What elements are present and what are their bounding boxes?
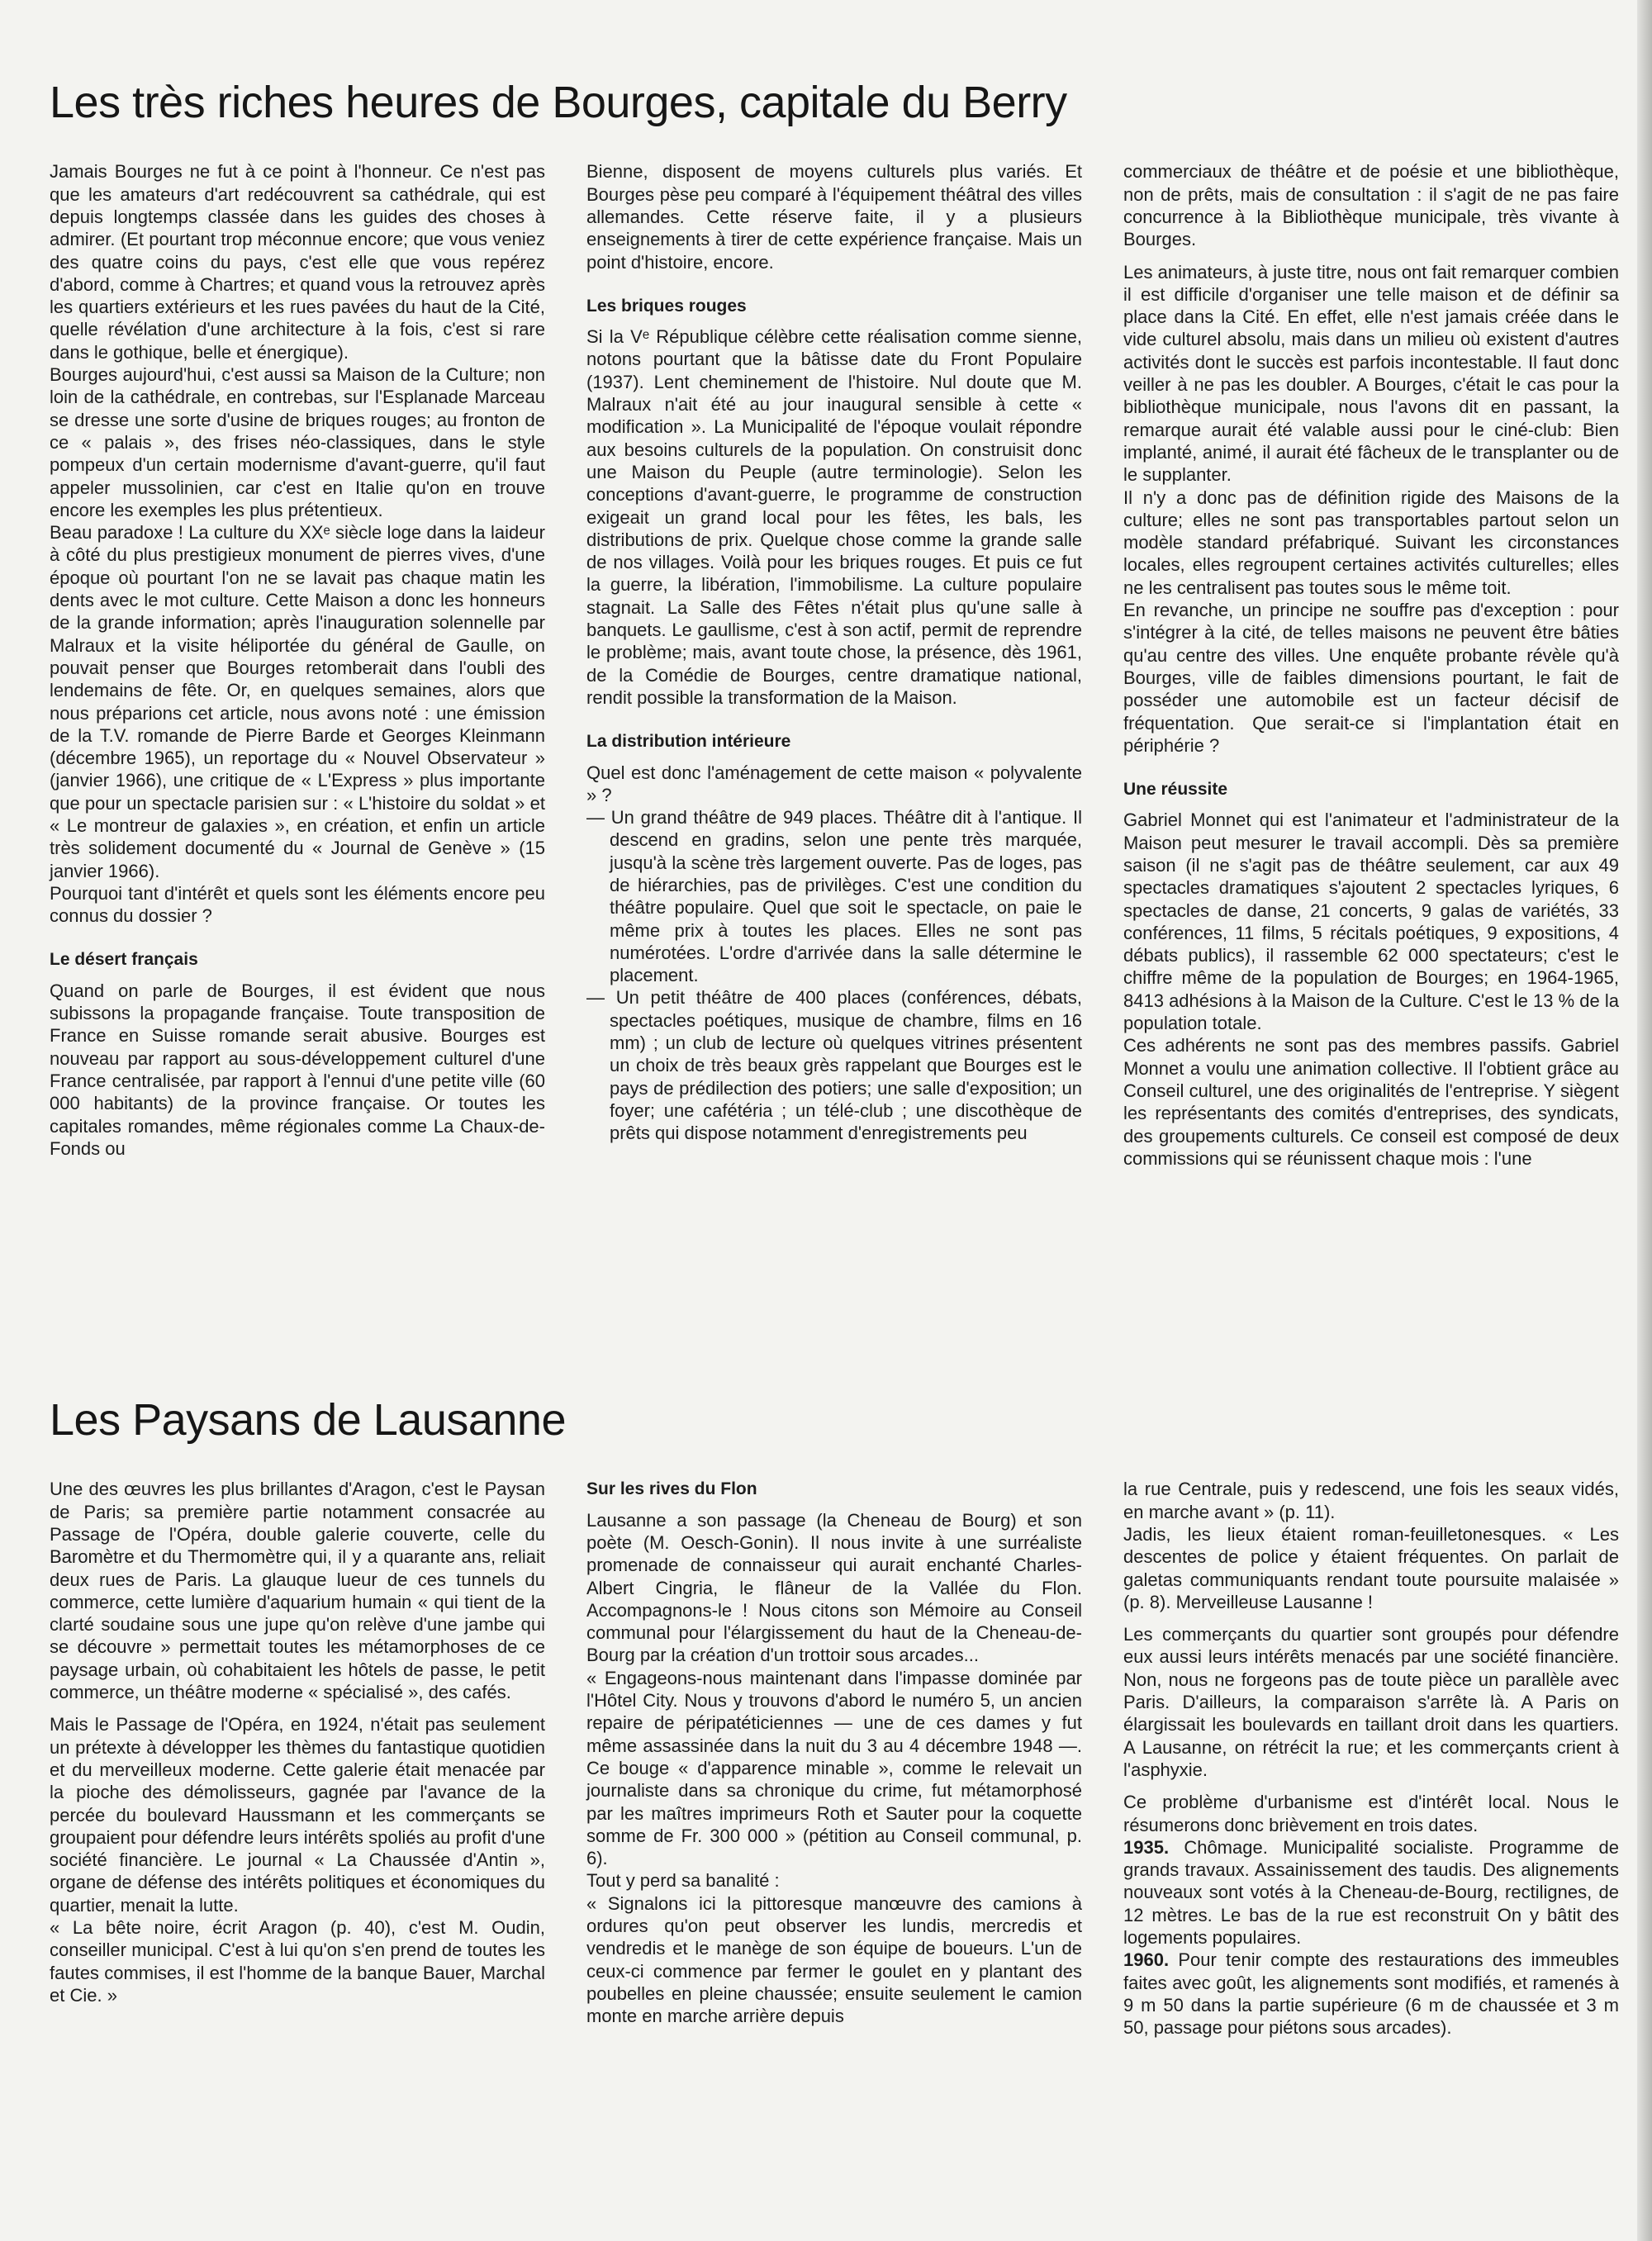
column-1	[50, 1478, 545, 2049]
section-heading: Une réussite	[1123, 780, 1228, 800]
article-title: Les très riches heures de Bourges, capitale du Berry	[50, 78, 1067, 127]
paragraph: Ces adhérents ne sont pas des membres passifs. Gabriel Monnet a voulu une animation collective. Il l'obtient grâce au Conseil culturel, une des originalités de l'entreprise. Y siègent les représentants des comités d'entreprises, des syndicats, des groupements culturels. Ce conseil est composé de deux commissions qui se réunissent chaque mois : l'une	[1123, 1035, 1619, 1169]
list-item: — Un grand théâtre de 949 places. Théâtre dit à l'antique. Il descend en gradins, selon une pente très marquée, jusqu'à la scène très largement ouverte. Pas de loges, pas de hiérarchies, pas de privilèges. C'est une condition du théâtre populaire. Quel que soit le spectacle, on paie le même prix à toutes les places. Elles ne sont pas numérotées. L'ordre d'arrivée dans la salle détermine le placement.	[586, 807, 1082, 986]
paragraph: Tout y perd sa banalité :	[586, 1870, 780, 1892]
paragraph: Bourges aujourd'hui, c'est aussi sa Maison de la Culture; non loin de la cathédrale, en contrebas, sur l'Esplanade Marceau se dresse une sorte d'usine de briques rouges; au fronton de ce « palais », des frises néo-classiques, dans le style pompeux d'un certain modernisme d'avant-guerre, qu'il faut appeler mussolinien, car c'est en Italie qu'on en trouve encore les exemples les plus prétentieux.	[50, 364, 545, 520]
section-heading: Les briques rouges	[586, 296, 747, 316]
paragraph: commerciaux de théâtre et de poésie et une bibliothèque, non de prêts, mais de consultation : il s'agit de ne pas faire concurrence à la Bibliothèque municipale, très vivante à Bourges.	[1123, 161, 1619, 250]
paragraph-text: Pour tenir compte des restaurations des immeubles faites avec goût, les alignements sont modifiés, et ramenés à 9 m 50 dans la partie supérieure (6 m de chaussée et 3 m 50, passage pour piétons sous arcades).	[1123, 1949, 1619, 2039]
paragraph: Si la Vᵉ République célèbre cette réalisation comme sienne, notons pourtant que la bâtisse date du Front Populaire (1937). Lent cheminement de l'histoire. Nul doute que M. Malraux n'ait été au jour inaugural sensible à cette « modification ». La Municipalité de l'époque voulait répondre aux besoins culturels de la population. On construisit donc une Maison du Peuple (autre terminologie). Selon les conceptions d'avant-guerre, le programme de construction exigeait un grand local pour les fêtes, les bals, les distributions de prix. Quelque chose comme la grande salle de nos villages. Voilà pour les briques rouges. Et puis ce fut la guerre, la libération, l'immobilisme. La culture populaire stagnait. La Salle des Fêtes n'était plus qu'une salle à banquets. Le gaullisme, c'est à son actif, permit de reprendre le problème; mais, avant toute chose, la présence, dès 1961, de la Comédie de Bourges, centre dramatique national, rendit possible la transformation de la Maison.	[586, 326, 1082, 708]
article-bourges	[50, 78, 1619, 1180]
column-2	[586, 160, 1082, 1180]
paragraph: Pourquoi tant d'intérêt et quels sont les éléments encore peu connus du dossier ?	[50, 882, 545, 927]
paragraph: Bienne, disposent de moyens culturels plus variés. Et Bourges pèse peu comparé à l'équipement théâtral des villes allemandes. Cette réserve faite, il y a plusieurs enseignements à tirer de cette expérience française. Mais un point d'histoire, encore.	[586, 161, 1082, 273]
paragraph: la rue Centrale, puis y redescend, une fois les seaux vidés, en marche avant » (p. 11).	[1123, 1479, 1619, 1522]
section-heading: Le désert français	[50, 950, 198, 970]
column-3	[1123, 160, 1619, 1180]
paragraph: En revanche, un principe ne souffre pas d'exception : pour s'intégrer à la cité, de telles maisons ne peuvent être bâties qu'au centre des villes. Une enquête probante révèle qu'à Bourges, ville de faibles dimensions pourtant, le fait de posséder une automobile est un facteur décisif de fréquentation. Que serait-ce si l'implantation était en périphérie ?	[1123, 600, 1619, 756]
paragraph: Quel est donc l'aménagement de cette maison « polyvalente » ?	[586, 762, 1082, 805]
paragraph: « Engageons-nous maintenant dans l'impasse dominée par l'Hôtel City. Nous y trouvons d'abord le numéro 5, un ancien repaire de péripatéticiennes — une de ces dames y fut même assassinée dans la nuit du 3 au 4 décembre 1948 —. Ce bouge « d'apparence minable », comme le relevait un journaliste dans sa chronique du crime, fut métamorphosé par les maîtres imprimeurs Roth et Sauter pour la coquette somme de Fr. 300 000 » (pétition au Conseil communal, p. 6).	[586, 1667, 1082, 1869]
paragraph: Les commerçants du quartier sont groupés pour défendre eux aussi leurs intérêts menacés par une société financière. Non, nous ne forgeons pas de toute pièce un parallèle avec Paris. D'ailleurs, la comparaison s'arrête là. A Paris on élargissait les boulevards en taillant droit dans les quartiers. A Lausanne, on rétrécit la rue; et les commerçants crient à l'asphyxie.	[1123, 1624, 1619, 1780]
paragraph: Mais le Passage de l'Opéra, en 1924, n'était pas seulement un prétexte à développer les thèmes du fantastique quotidien et du merveilleux moderne. Cette galerie était menacée par la pioche des démolisseurs, gagnée par l'avance de la percée du boulevard Haussmann et les commerçants se groupaient pour défendre leurs intérêts spoliés au profit d'une société financière. Le journal « La Chaussée d'Antin », organe de défense des intérêts politiques et économiques du quartier, menait la lutte.	[50, 1714, 545, 1916]
paragraph: Quand on parle de Bourges, il est évident que nous subissons la propagande française. Toute transposition de France en Suisse romande serait abusive. Bourges est nouveau par rapport au sous-développement culturel d'une France centralisée, par rapport à l'ennui d'une petite ville (60 000 habitants) de la province française. Or toutes les capitales romandes, même régionales comme La Chaux-de-Fonds ou	[50, 980, 545, 1159]
article-columns	[50, 160, 1619, 1180]
paragraph-1935	[1123, 1836, 1619, 1949]
paragraph: Beau paradoxe ! La culture du XXᵉ siècle loge dans la laideur à côté du plus prestigieux monument de pierres vives, d'une époque où pourtant l'on ne se lavait pas chaque matin les dents avec le mot culture. Cette Maison a donc les honneurs de la grande information; après l'inauguration solennelle par Malraux et la visite héliportée du général de Gaulle, on pouvait penser que Bourges retomberait dans l'oubli des lendemains de fête. Or, en quelques semaines, alors que nous préparions cet article, nous avons noté : une émission de la T.V. romande de Pierre Barde et Georges Kleinmann (décembre 1965), un reportage du « Nouvel Observateur » (janvier 1966), une critique de « L'Express » plus importante que pour un spectacle parisien sur : « L'histoire du soldat » et « Le montreur de galaxies », en création, et enfin un article très solidement documenté du « Journal de Genève » (15 janvier 1966).	[50, 522, 545, 881]
section-heading: Sur les rives du Flon	[586, 1479, 757, 1499]
paragraph: Jadis, les lieux étaient roman-feuilletonesques. « Les descentes de police y étaient fréquentes. On parlait de galetas communiquants rendant toute poursuite malaisée » (p. 8). Merveilleuse Lausanne !	[1123, 1523, 1619, 1612]
paragraph: Il n'y a donc pas de définition rigide des Maisons de la culture; elles ne sont pas transportables partout selon un modèle standard préfabriqué. Suivant les circonstances locales, elles regroupent certaines activités culturelles; elles ne les centralisent pas toutes sous le même toit.	[1123, 487, 1619, 598]
paragraph: Une des œuvres les plus brillantes d'Aragon, c'est le Paysan de Paris; sa première partie notamment consacrée au Passage de l'Opéra, double galerie couverte, celle du Baromètre et du Thermomètre qui, il y a quarante ans, reliait deux rues de Paris. La glauque lueur de ces tunnels du commerce, cette lumière d'aquarium humain « qui tient de la clarté soudaine sous une jupe qu'on relève d'une jambe qui se découvre » permettait toutes les métamorphoses de ce paysage urbain, où cohabitaient les hôtels de passe, le petit commerce, un théâtre moderne « spécialisé », des cafés.	[50, 1479, 545, 1703]
paragraph: « Signalons ici la pittoresque manœuvre des camions à ordures qu'on peut observer les lundis, mercredis et vendredis et le manège de son équipe de boueurs. L'un de ceux-ci commence par fermer le goulet en y plantant des poubelles en pleine chaussée; ensuite seulement le camion monte en marche arrière depuis	[586, 1892, 1082, 2027]
year-label: 1960.	[1123, 1949, 1170, 1971]
list-item: — Un petit théâtre de 400 places (conférences, débats, spectacles poétiques, musique de chambre, films en 16 mm) ; un club de lecture où quelques vitrines présentent un choix de très beaux grès rappelant que Bourges est le pays de prédilection des potiers; une salle d'exposition; un foyer; une cafétéria ; un télé-club ; une discothèque de prêts qui dispose notamment d'enregistrements peu	[586, 987, 1082, 1144]
year-label: 1935.	[1123, 1836, 1170, 1858]
paragraph: Les animateurs, à juste titre, nous ont fait remarquer combien il est difficile d'organiser une telle maison et de définir sa place dans la Cité. En effet, elle n'est jamais créée dans le vide culturel absolu, mais dans un milieu où existent d'autres activités dont le succès est parfois incontestable. Il faut donc veiller à ne pas les doubler. A Bourges, c'était le cas pour la bibliothèque municipale, nous l'avons dit en passant, la remarque aurait été valable aussi pour le ciné-club: Bien implanté, animé, il aurait été fâcheux de le transplanter ou de le supplanter.	[1123, 261, 1619, 486]
paragraph: Jamais Bourges ne fut à ce point à l'honneur. Ce n'est pas que les amateurs d'art redécouvrent sa cathédrale, qui est depuis longtemps classée dans les guides des choses à admirer. (Et pourtant trop méconnue encore; que vous veniez des quatre coins du pays, c'est elle que vous repérez d'abord, comme à Chartres; et quand vous la retrouvez après les quartiers extérieurs et les rues pavées du haut de la Cité, quelle révélation d'une architecture à la fois, c'est si rare dans le gothique, belle et énergique).	[50, 161, 545, 363]
article-title: Les Paysans de Lausanne	[50, 1395, 566, 1445]
article-columns	[50, 1478, 1619, 2049]
paragraph: « La bête noire, écrit Aragon (p. 40), c'est M. Oudin, conseiller municipal. C'est à lui qu'on s'en prend de toutes les fautes commises, il est l'homme de la banque Bauer, Marchal et Cie. »	[50, 1917, 545, 2006]
page-edge	[1637, 0, 1652, 2241]
article-lausanne	[50, 1396, 1619, 2049]
column-1	[50, 160, 545, 1180]
column-2	[586, 1478, 1082, 2049]
paragraph: Lausanne a son passage (la Cheneau de Bourg) et son poète (M. Oesch-Gonin). Il nous invite à une surréaliste promenade de connaisseur qui aurait enchanté Charles-Albert Cingria, le flâneur de la Vallée du Flon. Accompagnons-le ! Nous citons son Mémoire au Conseil communal pour l'élargissement du haut de la Cheneau-de-Bourg par la création d'un trottoir sous arcades...	[586, 1509, 1082, 1666]
paragraph-text: Chômage. Municipalité socialiste. Programme de grands travaux. Assainissement des taudis. Des alignements nouveaux sont votés à la Cheneau-de-Bourg, rectilignes, de 12 mètres. Le bas de la rue est reconstruit On y bâtit des logements populaires.	[1123, 1836, 1619, 1949]
paragraph: Gabriel Monnet qui est l'animateur et l'administrateur de la Maison peut mesurer le travail accompli. Dès sa première saison (il ne s'agit pas de théâtre seulement, car aux 49 spectacles dramatiques s'ajoutent 2 spectacles lyriques, 6 spectacles de danse, 21 concerts, 9 galas de variétés, 33 conférences, 11 films, 5 récitals poétiques, 9 expositions, 4 débats publics), il rassemble 62 000 spectateurs; c'est le chiffre même de la population de Bourges; en 1964-1965, 8413 adhésions à la Maison de la Culture. C'est le 13 % de la population totale.	[1123, 810, 1619, 1034]
column-3	[1123, 1478, 1619, 2049]
paragraph-1960	[1123, 1949, 1619, 2039]
paragraph: Ce problème d'urbanisme est d'intérêt local. Nous le résumerons donc brièvement en trois dates.	[1123, 1792, 1619, 1835]
section-heading: La distribution intérieure	[586, 732, 791, 752]
